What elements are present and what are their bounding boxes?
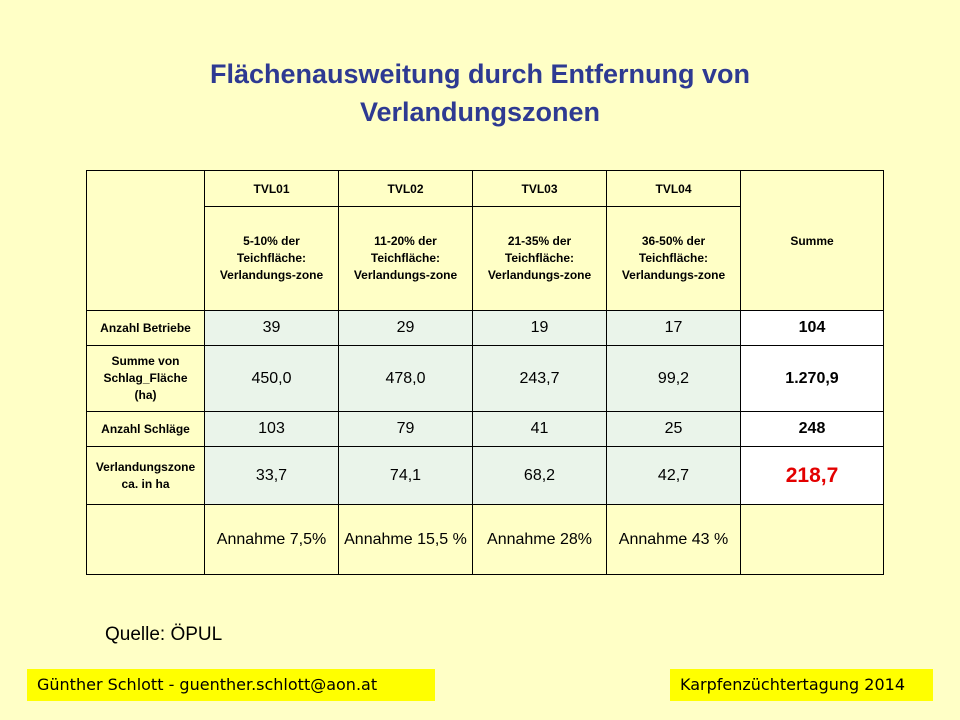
assumption-cell: Annahme 15,5 % — [339, 505, 473, 575]
sum-cell: 1.270,9 — [741, 346, 884, 412]
corner-cell — [87, 171, 205, 311]
subheader-tvl01: 5-10% der Teichfläche: Verlandungs-zone — [205, 207, 339, 311]
col-header-tvl02: TVL02 — [339, 171, 473, 207]
table-row — [87, 346, 884, 412]
table-cell: 478,0 — [339, 346, 473, 412]
subheader-tvl03: 21-35% der Teichfläche: Verlandungs-zone — [473, 207, 607, 311]
assumption-cell: Annahme 7,5% — [205, 505, 339, 575]
table-cell: 33,7 — [205, 447, 339, 505]
subheader-tvl04: 36-50% der Teichfläche: Verlandungs-zone — [607, 207, 741, 311]
assumption-row — [87, 505, 884, 575]
table-row — [87, 447, 884, 505]
source-note: Quelle: ÖPUL — [105, 624, 223, 645]
data-table — [86, 170, 884, 575]
col-header-tvl04: TVL04 — [607, 171, 741, 207]
table-row — [87, 412, 884, 447]
table-cell: 99,2 — [607, 346, 741, 412]
table-cell: 41 — [473, 412, 607, 447]
title-line-1: Flächenausweitung durch Entfernung von — [209, 59, 751, 89]
footer-author: Günther Schlott - guenther.schlott@aon.at — [27, 669, 435, 701]
header-row — [87, 171, 884, 207]
table-cell: 103 — [205, 412, 339, 447]
table-cell: 19 — [473, 311, 607, 346]
col-header-tvl01: TVL01 — [205, 171, 339, 207]
empty-cell — [87, 505, 205, 575]
sum-cell-highlight: 218,7 — [741, 447, 884, 505]
table-cell: 17 — [607, 311, 741, 346]
title-line-2: Verlandungszonen — [359, 97, 601, 127]
table-cell: 39 — [205, 311, 339, 346]
col-header-sum: Summe — [741, 171, 884, 311]
table-cell: 79 — [339, 412, 473, 447]
row-label: Summe von Schlag_Fläche (ha) — [87, 346, 205, 412]
subheader-tvl02: 11-20% der Teichfläche: Verlandungs-zone — [339, 207, 473, 311]
empty-cell — [741, 505, 884, 575]
footer-event: Karpfenzüchtertagung 2014 — [670, 669, 933, 701]
col-header-tvl03: TVL03 — [473, 171, 607, 207]
page-title — [0, 55, 960, 131]
assumption-cell: Annahme 43 % — [607, 505, 741, 575]
row-label: Verlandungszone ca. in ha — [87, 447, 205, 505]
row-label: Anzahl Betriebe — [87, 311, 205, 346]
table-cell: 243,7 — [473, 346, 607, 412]
table-cell: 450,0 — [205, 346, 339, 412]
assumption-cell: Annahme 28% — [473, 505, 607, 575]
table-cell: 68,2 — [473, 447, 607, 505]
table-row — [87, 311, 884, 346]
row-label: Anzahl Schläge — [87, 412, 205, 447]
sum-cell: 248 — [741, 412, 884, 447]
sum-cell: 104 — [741, 311, 884, 346]
table-cell: 25 — [607, 412, 741, 447]
table-cell: 74,1 — [339, 447, 473, 505]
table-cell: 42,7 — [607, 447, 741, 505]
table-cell: 29 — [339, 311, 473, 346]
